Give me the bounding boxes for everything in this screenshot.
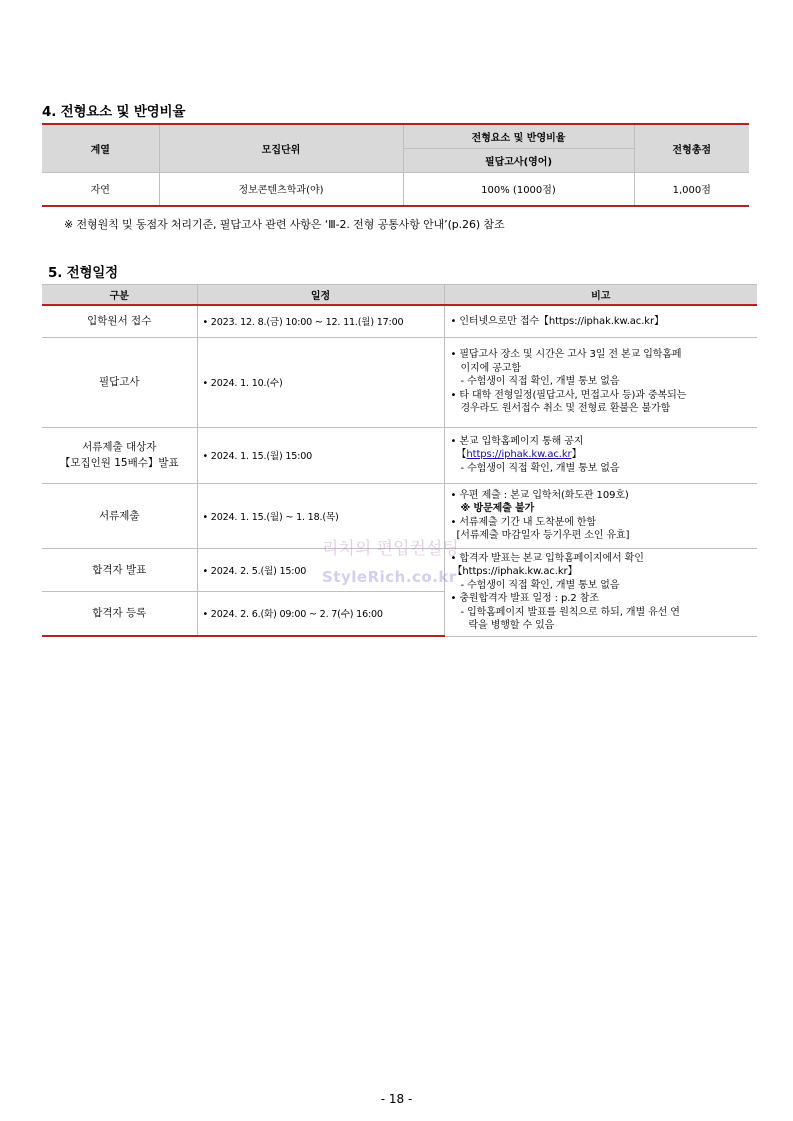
category-text: 서류제출 xyxy=(98,509,140,522)
row-remarks xyxy=(444,483,757,548)
table-row xyxy=(42,548,757,591)
table-row xyxy=(42,427,757,483)
row-category xyxy=(42,305,197,337)
section5-title: 5. 전형일정 xyxy=(48,265,118,281)
header-schedule: 일정 xyxy=(197,285,444,306)
watermark-line1: 리치의 편입컨설팅 xyxy=(322,539,459,559)
remark-line: - 입학홈페이지 발표를 원칙으로 하되, 개별 유선 연 xyxy=(460,606,680,618)
table-row xyxy=(42,337,757,427)
remark-line: [서류제출 마감일자 등기우편 소인 유효] xyxy=(456,530,630,541)
category-text: 입학원서 접수 xyxy=(87,315,152,328)
row-remarks-merged xyxy=(444,548,757,636)
row-remarks xyxy=(444,427,757,483)
header-unit: 모집단위 xyxy=(159,124,403,172)
row-remarks xyxy=(444,337,757,427)
schedule-table xyxy=(42,284,757,637)
row-schedule: • 2024. 1. 10.(수) xyxy=(197,337,444,427)
row-schedule: • 2024. 1. 15.(월) 15:00 xyxy=(197,427,444,483)
remark-line: - 수험생이 직접 확인, 개별 통보 없음 xyxy=(460,462,620,474)
header-total: 전형총점 xyxy=(634,124,749,172)
cell-series: 자연 xyxy=(42,172,159,206)
remark-line xyxy=(451,448,754,462)
category-text: 합격자 발표 xyxy=(92,563,147,576)
section4-title: 4. 전형요소 및 반영비율 xyxy=(42,104,186,120)
remark-line: • 필답고사 장소 및 시간은 고사 3일 전 본교 입학홈페 xyxy=(450,349,682,361)
header-remarks: 비고 xyxy=(444,285,757,306)
header-ratio-group: 전형요소 및 반영비율 xyxy=(403,124,634,148)
remark-line: • 합격자 발표는 본교 입학홈페이지에서 확인 xyxy=(450,552,644,564)
remark-line: • 서류제출 기간 내 도착분에 한함 xyxy=(450,516,596,528)
cell-exam: 100% (1000점) xyxy=(403,172,634,206)
bracket-open: 【 xyxy=(456,449,467,461)
remark-line: - 수험생이 직접 확인, 개별 통보 없음 xyxy=(460,579,620,591)
row-schedule: • 2024. 1. 15.(월) ~ 1. 18.(목) xyxy=(197,483,444,548)
table-row xyxy=(42,483,757,548)
row-category xyxy=(42,548,197,591)
remark-line: • 우편 제출 : 본교 입학처(화도관 109호) xyxy=(450,489,629,501)
header-category: 구분 xyxy=(42,285,197,306)
remark-line: 락을 병행할 수 있음 xyxy=(468,620,555,631)
section4-note: ※ 전형원칙 및 동점자 처리기준, 필답고사 관련 사항은 ‘Ⅲ-2. 전형 공통사항 안내’(p.26) 참조 xyxy=(64,218,505,231)
header-series: 계열 xyxy=(42,124,159,172)
bracket-close: 】 xyxy=(571,449,582,461)
remark-line: 이지에 공고함 xyxy=(460,362,521,374)
watermark-line2: StyleRich.co.kr xyxy=(322,568,457,586)
category-text: 합격자 등록 xyxy=(92,607,147,620)
cell-total: 1,000점 xyxy=(634,172,749,206)
ratio-table xyxy=(42,123,749,207)
remark-line: - 수험생이 직접 확인, 개별 통보 없음 xyxy=(460,376,620,388)
category-text: 서류제출 대상자 xyxy=(82,441,157,453)
row-category xyxy=(42,337,197,427)
remark-line: • 본교 입학홈페이지 통해 공지 xyxy=(450,435,584,447)
row-category xyxy=(42,483,197,548)
page-number: - 18 - xyxy=(380,1092,413,1106)
category-text: 【모집인원 15배수】발표 xyxy=(59,457,179,469)
row-category xyxy=(42,591,197,636)
homepage-link[interactable]: https://iphak.kw.ac.kr xyxy=(466,449,572,461)
remark-line: • 충원합격자 발표 일정 : p.2 참조 xyxy=(450,593,599,604)
remark-line: 【https://iphak.kw.ac.kr】 xyxy=(452,566,578,577)
row-schedule: • 2024. 2. 5.(월) 15:00 xyxy=(197,548,444,591)
category-text: 필답고사 xyxy=(98,376,140,388)
header-exam: 필답고사(영어) xyxy=(403,148,634,172)
row-schedule: • 2024. 2. 6.(화) 09:00 ~ 2. 7(수) 16:00 xyxy=(197,591,444,636)
cell-unit: 정보콘텐츠학과(야) xyxy=(159,172,403,206)
table-row xyxy=(42,305,757,337)
row-category xyxy=(42,427,197,483)
row-schedule: • 2023. 12. 8.(금) 10:00 ~ 12. 11.(월) 17:00 xyxy=(197,305,444,337)
remark-line: ※ 방문제출 불가 xyxy=(460,503,535,514)
remark-line: • 타 대학 전형일정(필답고사, 면접고사 등)과 중복되는 xyxy=(450,389,687,401)
remark-line: 경우라도 원서접수 취소 및 전형료 환불은 불가함 xyxy=(460,403,671,415)
row-remarks: • 인터넷으로만 접수【https://iphak.kw.ac.kr】 xyxy=(444,305,757,337)
